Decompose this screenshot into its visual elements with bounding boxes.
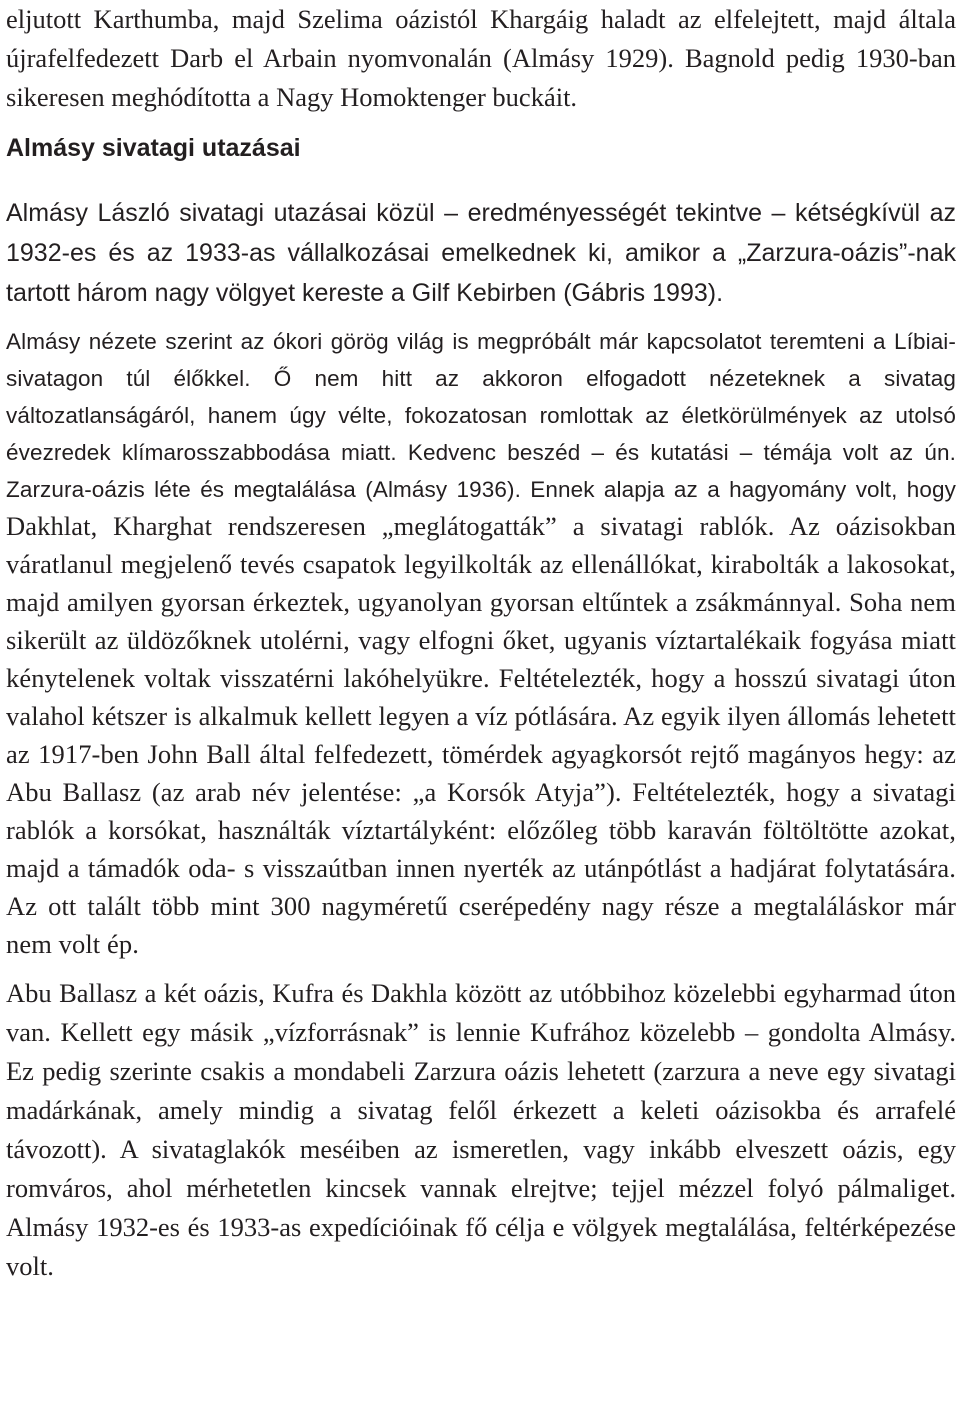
- paragraph-zarzura-tradition-part2: Dakhlat, Kharghat rendszeresen „meglátogatták” a sivatagi rablók. Az oázisokban váratlanul megjelenő tevés csapatok legyilkolták az ellenállókat, kirabolták a lakosokat, majd amilyen gyorsan érkeztek, ugyanolyan gyorsan eltűntek a zsákmánnyal. Soha nem sikerült az üldözőknek utolérni, vagy elfogni őket, ugyanis víztartalékaik fogyása miatt kénytelenek voltak visszatérni lakóhelyükre. Feltételezték, hogy a hosszú sivatagi úton valahol kétszer is alkalmuk kellett legyen a víz pótlására. Az egyik ilyen állomás lehetett az 1917-ben John Ball által felfedezett, tömérdek agyagkorsót rejtő magányos hegy: az Abu Ballasz (az arab név jelentése: „a Korsók Atyja”). Feltételezték, hogy a sivatagi rablók a korsókat, használták víztartályként: előzőleg több karaván föltöltötte azokat, majd a támadók oda- s visszaútban innen nyerték az utánpótlást a hadjárat folytatására. Az ott talált több mint 300 nagyméretű cserépedény nagy része a megtaláláskor már nem volt ép.: [6, 511, 956, 959]
- paragraph-zarzura-tradition: [6, 323, 956, 964]
- intro-paragraph: eljutott Karthumba, majd Szelima oázistól Khargáig haladt az elfelejtett, majd általa újrafelfedezett Darb el Arbain nyomvonalán (Almásy 1929). Bagnold pedig 1930-ban sikeresen meghódította a Nagy Homoktenger buckáit.: [6, 4, 956, 112]
- section-heading: Almásy sivatagi utazásai: [6, 134, 301, 162]
- paragraph-almasy-travels: Almásy László sivatagi utazásai közül – eredményességét tekintve – kétségkívül az 1932-es és az 1933-as vállalkozásai emelkednek ki, amikor a „Zarzura-oázis”-nak tartott három nagy völgyet kereste a Gilf Kebirben (Gábris 1993).: [6, 199, 956, 307]
- document-page: [6, 0, 956, 1286]
- paragraph-zarzura-tradition-part1: Almásy nézete szerint az ókori görög világ is megpróbált már kapcsolatot teremteni a Líbiai-sivatagon túl élőkkel. Ő nem hitt az akkoron elfogadott nézeteknek a sivatag változatlanságáról, hanem úgy vélte, fokozatosan romlottak az életkörülmények az utolsó évezredek klímarosszabbodása miatt. Kedvenc beszéd – és kutatási – témája volt az ún. Zarzura-oázis léte és megtalálása (Almásy 1936). Ennek alapja az a hagyomány volt, hogy: [6, 329, 956, 502]
- paragraph-abu-ballasz: Abu Ballasz a két oázis, Kufra és Dakhla között az utóbbihoz közelebbi egyharmad úton van. Kellett egy másik „vízforrásnak” is lennie Kufrához közelebb – gondolta Almásy. Ez pedig szerinte csakis a mondabeli Zarzura oázis lehetett (zarzura a neve egy sivatagi madárkának, amely mindig a sivatag felől érkezett a keleti oázisokba és arrafelé távozott). A sivataglakók meséiben az ismeretlen, vagy inkább elveszett oázis, egy romváros, ahol mérhetetlen kincsek vannak elrejtve; tejjel mézzel folyó pálmaliget. Almásy 1932-es és 1933-as expedícióinak fő célja e völgyek megtalálása, feltérképezése volt.: [6, 978, 956, 1281]
